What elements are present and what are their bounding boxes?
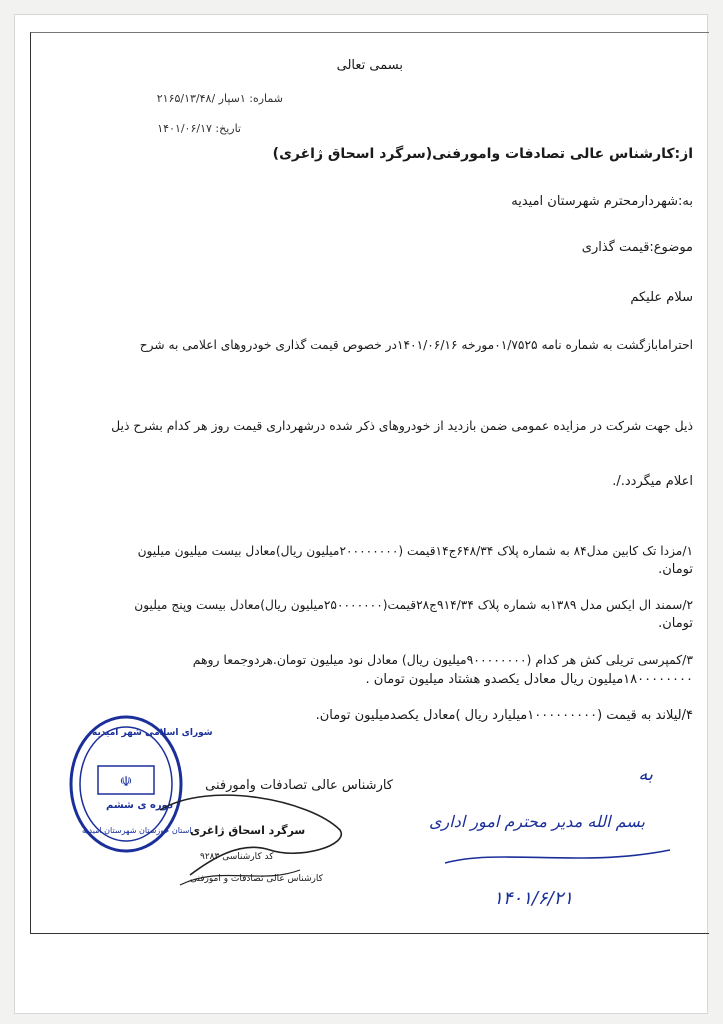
letter-heading: بسمی تعالی: [336, 58, 403, 73]
item-2-line2: تومان.: [658, 616, 693, 631]
handwritten-note-date: ۱۴۰۱/۶/۲۱: [493, 888, 573, 909]
stamp-title: کارشناس عالی تصادفات و امورفنی: [190, 874, 323, 884]
stamp-code: کد کارشناسی ۹۲۸۳: [200, 852, 274, 862]
handwritten-note-line1: به: [638, 764, 653, 785]
seal-bottom-text: استان خوزستان شهرستان امیدیه: [82, 826, 192, 835]
letter-body-line3: اعلام میگردد./.: [612, 474, 693, 489]
letter-subject: موضوع:قیمت گذاری: [581, 240, 693, 255]
stamp-name: سرگرد اسحاق ژاغری: [190, 824, 306, 837]
seal-term-text: دوره ی ششم: [106, 800, 173, 811]
svg-text:☫: ☫: [119, 774, 133, 790]
letter-from: از:کارشناس عالی تصادفات وامورفنی(سرگرد اسحاق ژاغری): [272, 146, 693, 162]
item-2-line1: ۲/سمند ال ایکس مدل ۱۳۸۹به شماره پلاک ۹۱۴/۳۴ج۲۸قیمت(۲۵۰۰۰۰۰۰۰میلیون ریال)معادل بیست وپنج میلیون: [134, 598, 693, 612]
seal-outer-text: شورای اسلامی شهر امیدیه: [92, 728, 213, 738]
handwritten-note-line2: بسم الله مدیر محترم امور اداری: [429, 812, 645, 831]
item-1-line2: تومان.: [658, 562, 693, 577]
officer-stamp: [150, 790, 360, 900]
letter-body-line1: احترامابازگشت به شماره نامه ۰۱/۷۵۲۵مورخه ۱۴۰۱/۰۶/۱۶در خصوص قیمت گذاری خودروهای اعلامی به شرح: [139, 338, 693, 352]
letter-number: شماره: ۱سپار /۲۱۶۵/۱۳/۴۸: [156, 92, 283, 105]
handwritten-underline: [440, 838, 680, 878]
letter-body-line2: ذیل جهت شرکت در مزایده عمومی ضمن بازدید از خودروهای ذکر شده درشهرداری قیمت روز هر کدام بشرح ذیل: [111, 418, 693, 433]
item-3-line1: ۳/کمپرسی تریلی کش هر کدام (۹۰۰۰۰۰۰۰۰میلیون ریال) معادل نود میلیون تومان.هردوجمعا روهم: [192, 652, 693, 667]
item-3-line2: ۱۸۰۰۰۰۰۰۰۰میلیون ریال معادل یکصدو هشتاد میلیون تومان .: [365, 672, 693, 687]
letter-greeting: سلام علیکم: [630, 290, 693, 305]
item-4-line1: ۴/لیلاند به قیمت (۱۰۰۰۰۰۰۰۰۰میلیارد ریال )معادل یکصدمیلیون تومان.: [315, 708, 693, 723]
letter-to: به:شهردارمحترم شهرستان امیدیه: [511, 194, 693, 209]
signature-title: کارشناس عالی تصادفات وامورفنی: [205, 778, 393, 793]
letter-date: تاریخ: ۱۴۰۱/۰۶/۱۷: [157, 122, 241, 135]
item-1-line1: ۱/مزدا تک کابین مدل۸۴ به شماره پلاک ۶۴۸/۳۴ج۱۴قیمت (۲۰۰۰۰۰۰۰۰میلیون ریال)معادل بیست میلیون میلیون: [137, 544, 693, 558]
